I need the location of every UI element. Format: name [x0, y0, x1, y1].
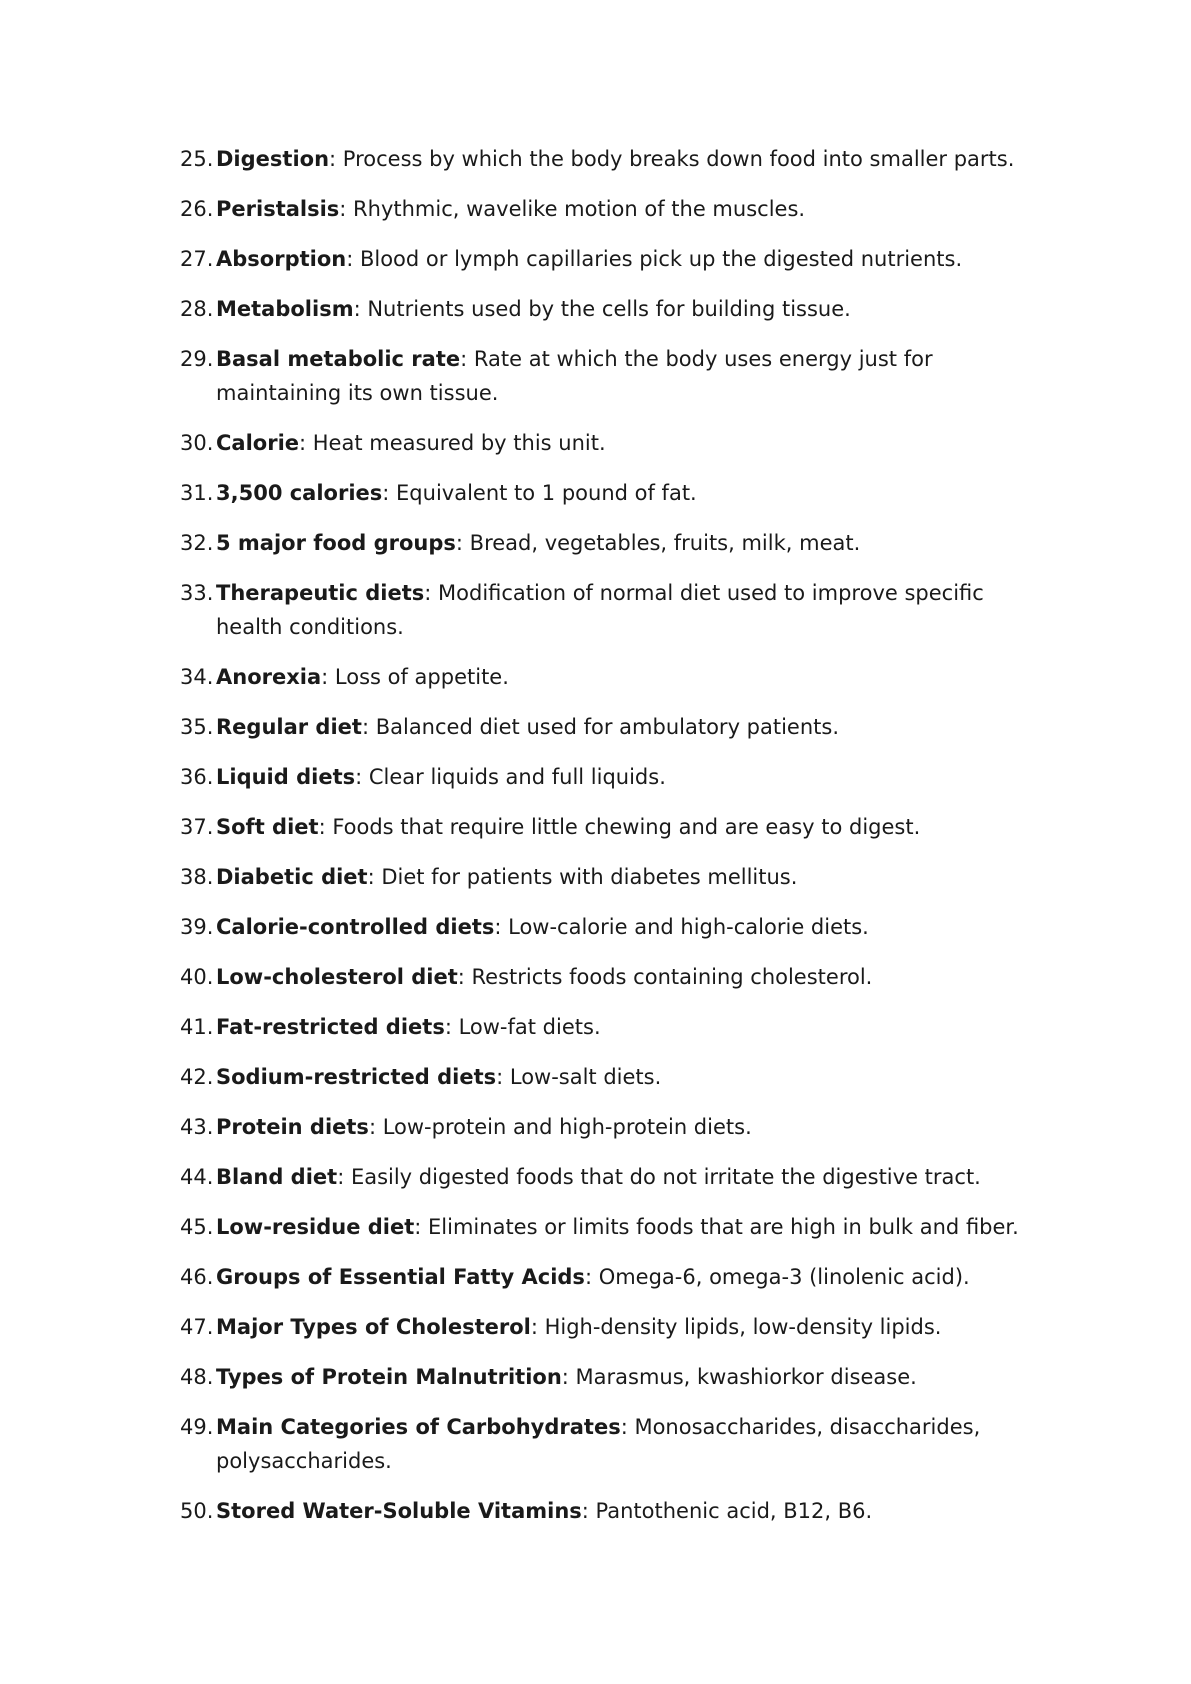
item-number: 31. [180, 481, 214, 505]
list-item [180, 192, 1040, 226]
term-definition: : Restricts foods containing cholesterol. [457, 965, 873, 989]
term-name: Bland diet [216, 1165, 338, 1189]
item-number: 41. [180, 1015, 214, 1039]
item-number: 42. [180, 1065, 214, 1089]
term-name: Sodium-restricted diets [216, 1065, 497, 1089]
list-item [180, 426, 1040, 460]
term-definition: : Marasmus, kwashiorkor disease. [561, 1365, 917, 1389]
item-number: 35. [180, 715, 214, 739]
term-definition: : Omega-6, omega-3 (linolenic acid). [584, 1265, 970, 1289]
list-item [180, 960, 1040, 994]
list-item [180, 810, 1040, 844]
term-definition: : Modification of normal diet used to improve specific health conditions. [216, 581, 984, 639]
list-item [180, 1210, 1040, 1244]
list-item [180, 292, 1040, 326]
term-definition: : Blood or lymph capillaries pick up the digested nutrients. [346, 247, 963, 271]
term-name: 5 major food groups [216, 531, 456, 555]
term-name: Low-cholesterol diet [216, 965, 458, 989]
item-number: 44. [180, 1165, 214, 1189]
term-definition: : Low-calorie and high-calorie diets. [494, 915, 869, 939]
list-item [180, 476, 1040, 510]
term-name: Basal metabolic rate [216, 347, 461, 371]
list-item [180, 242, 1040, 276]
term-list [180, 142, 1040, 1544]
term-name: Peristalsis [216, 197, 340, 221]
term-definition: : Low-salt diets. [496, 1065, 662, 1089]
term-definition: : Rate at which the body uses energy just for maintaining its own tissue. [216, 347, 933, 405]
list-item [180, 1360, 1040, 1394]
term-name: Types of Protein Malnutrition [216, 1365, 562, 1389]
list-item [180, 660, 1040, 694]
term-name: Main Categories of Carbohydrates [216, 1415, 621, 1439]
term-definition: : Balanced diet used for ambulatory patients. [361, 715, 840, 739]
term-definition: : Monosaccharides, disaccharides, polysaccharides. [216, 1415, 981, 1473]
term-name: 3,500 calories [216, 481, 383, 505]
term-name: Protein diets [216, 1115, 369, 1139]
item-number: 43. [180, 1115, 214, 1139]
list-item [180, 710, 1040, 744]
term-definition: : Clear liquids and full liquids. [355, 765, 666, 789]
item-number: 45. [180, 1215, 214, 1239]
term-name: Major Types of Cholesterol [216, 1315, 531, 1339]
item-number: 33. [180, 581, 214, 605]
term-definition: : High-density lipids, low-density lipids. [530, 1315, 942, 1339]
list-item [180, 1494, 1040, 1528]
term-name: Digestion [216, 147, 330, 171]
item-number: 39. [180, 915, 214, 939]
item-number: 47. [180, 1315, 214, 1339]
term-name: Calorie-controlled diets [216, 915, 495, 939]
list-item [180, 342, 1040, 410]
item-number: 26. [180, 197, 214, 221]
term-name: Fat-restricted diets [216, 1015, 445, 1039]
term-name: Regular diet [216, 715, 362, 739]
list-item [180, 910, 1040, 944]
term-name: Therapeutic diets [216, 581, 425, 605]
term-name: Groups of Essential Fatty Acids [216, 1265, 585, 1289]
term-name: Metabolism [216, 297, 354, 321]
term-name: Diabetic diet [216, 865, 368, 889]
term-definition: : Low-protein and high-protein diets. [368, 1115, 752, 1139]
list-item [180, 760, 1040, 794]
item-number: 27. [180, 247, 214, 271]
term-definition: : Nutrients used by the cells for building tissue. [353, 297, 851, 321]
term-definition: : Diet for patients with diabetes mellitus. [367, 865, 798, 889]
term-definition: : Foods that require little chewing and are easy to digest. [318, 815, 921, 839]
item-number: 29. [180, 347, 214, 371]
item-number: 34. [180, 665, 214, 689]
item-number: 25. [180, 147, 214, 171]
item-number: 48. [180, 1365, 214, 1389]
item-number: 50. [180, 1499, 214, 1523]
term-definition: : Eliminates or limits foods that are high in bulk and fiber. [414, 1215, 1019, 1239]
term-definition: : Rhythmic, wavelike motion of the muscles. [339, 197, 806, 221]
term-name: Soft diet [216, 815, 319, 839]
list-item [180, 1260, 1040, 1294]
list-item [180, 142, 1040, 176]
term-definition: : Pantothenic acid, B12, B6. [581, 1499, 873, 1523]
term-definition: : Heat measured by this unit. [299, 431, 606, 455]
list-item [180, 1410, 1040, 1478]
list-item [180, 1110, 1040, 1144]
item-number: 49. [180, 1415, 214, 1439]
term-name: Liquid diets [216, 765, 356, 789]
item-number: 40. [180, 965, 214, 989]
list-item [180, 576, 1040, 644]
item-number: 30. [180, 431, 214, 455]
item-number: 28. [180, 297, 214, 321]
term-definition: : Equivalent to 1 pound of fat. [382, 481, 697, 505]
term-definition: : Loss of appetite. [321, 665, 509, 689]
item-number: 32. [180, 531, 214, 555]
item-number: 36. [180, 765, 214, 789]
item-number: 37. [180, 815, 214, 839]
term-name: Calorie [216, 431, 300, 455]
list-item [180, 860, 1040, 894]
term-name: Absorption [216, 247, 347, 271]
term-definition: : Low-fat diets. [444, 1015, 601, 1039]
item-number: 46. [180, 1265, 214, 1289]
term-definition: : Process by which the body breaks down food into smaller parts. [329, 147, 1015, 171]
list-item [180, 1310, 1040, 1344]
list-item [180, 526, 1040, 560]
term-name: Low-residue diet [216, 1215, 415, 1239]
list-item [180, 1010, 1040, 1044]
term-name: Anorexia [216, 665, 322, 689]
term-name: Stored Water-Soluble Vitamins [216, 1499, 582, 1523]
list-item [180, 1060, 1040, 1094]
item-number: 38. [180, 865, 214, 889]
term-definition: : Easily digested foods that do not irritate the digestive tract. [337, 1165, 981, 1189]
term-definition: : Bread, vegetables, fruits, milk, meat. [455, 531, 861, 555]
list-item [180, 1160, 1040, 1194]
